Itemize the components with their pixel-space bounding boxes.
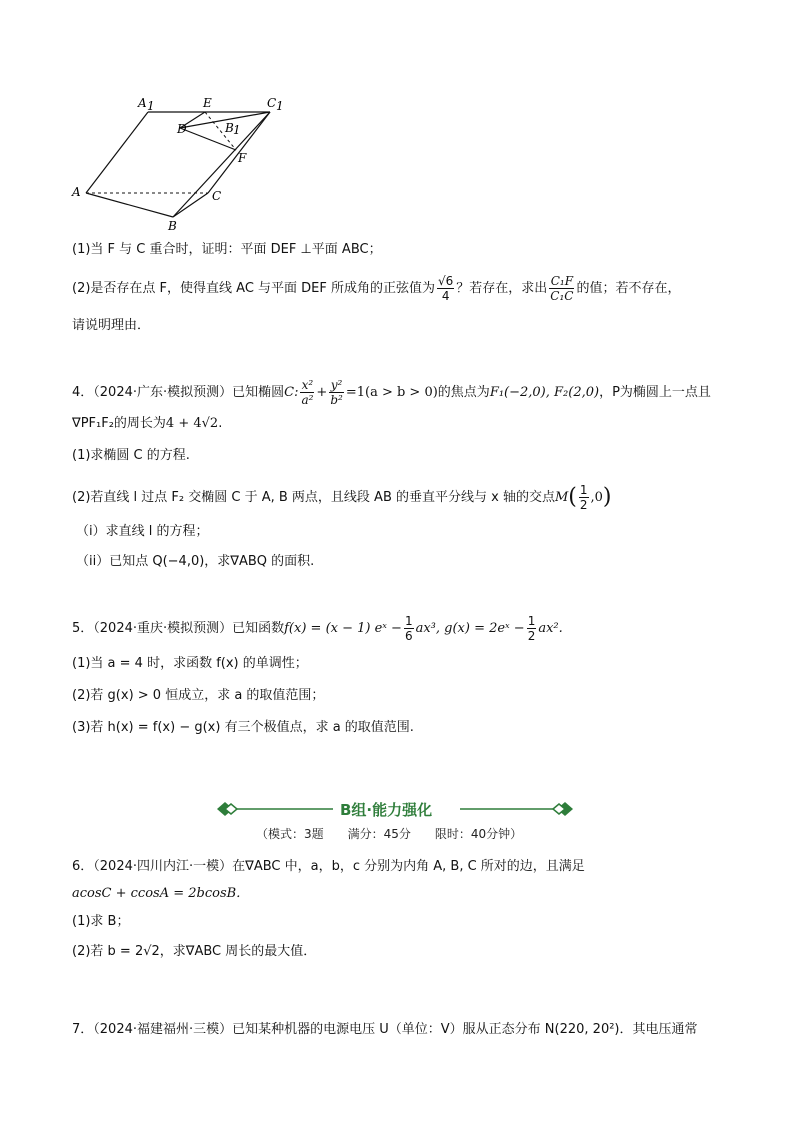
edge-a-b: [86, 193, 173, 217]
q4-part2: [72, 483, 612, 512]
q3-frac2-num: C₁F: [550, 274, 574, 288]
q5-head: [72, 614, 563, 643]
label-c: C: [267, 96, 277, 110]
label-c-base: C: [212, 189, 222, 203]
label-b1-sub: 1: [233, 123, 241, 137]
q4-frac-x-den: a²: [301, 393, 314, 407]
q4-line2-a: ∇PF₁F₂的周长为: [72, 416, 166, 431]
q4-paren-close: ): [602, 484, 612, 510]
q4-part1: (1)求椭圆 C 的方程.: [72, 448, 190, 463]
q4-foci-post: ，P为椭圆上一点且: [599, 385, 711, 400]
label-a: A: [138, 96, 147, 110]
label-f: F: [238, 151, 247, 165]
q5-part2: (2)若 g(x) > 0 恒成立，求 a 的取值范围；: [72, 688, 325, 703]
q3-frac-den: 4: [441, 289, 450, 303]
q3-part1: (1)当 F 与 C 重合时，证明：平面 DEF ⊥平面 ABC；: [72, 242, 382, 257]
q4-point-m-end: ,0: [590, 490, 603, 505]
q3-part2-text-c: 的值；若不存在，: [576, 281, 681, 296]
q5-frac-1-2: [527, 614, 537, 643]
q5-part3: (3)若 h(x) = f(x) − g(x) 有三个极值点，求 a 的取值范围.: [72, 720, 414, 735]
q7-head: 7．（2024·福建福州·三模）已知某种机器的电源电压 U（单位：V）服从正态分布 N(220, 20²)．其电压通常: [72, 1022, 698, 1037]
q3-frac-num: √6: [438, 274, 454, 288]
label-c-sub: 1: [276, 99, 284, 113]
q4-part2-text: (2)若直线 l 过点 F₂ 交椭圆 C 于 A, B 两点，且线段 AB 的垂直平分线与 x 轴的交点: [72, 490, 555, 505]
q6-head: 6．（2024·四川内江·一模）在∇ABC 中，a，b，c 分别为内角 A, B, C 所对的边，且满足: [72, 859, 585, 874]
q4-head-text: 4．（2024·广东·模拟预测）已知椭圆: [72, 385, 285, 400]
q4-frac-half: [579, 483, 589, 512]
q5-frac1-num: 1: [404, 614, 413, 628]
q3-part2: [72, 274, 681, 303]
section-title: B组·能力强化: [340, 801, 433, 819]
q4-frac-y-num: y²: [330, 378, 343, 392]
label-e: E: [203, 96, 212, 110]
q6-part2: (2)若 b = 2√2，求∇ABC 周长的最大值．: [72, 944, 317, 959]
q3-part2-cont: 请说明理由．: [72, 318, 151, 333]
q3-frac2-den: C₁C: [550, 289, 574, 303]
q6-equation: acosC + ccosA = 2bcosB．: [72, 886, 250, 901]
q4-frac-x: [300, 378, 314, 407]
q4-plus: +: [316, 385, 328, 400]
q4-ell-eq: =1(a > b > 0): [345, 385, 438, 400]
label-d: D: [177, 122, 187, 136]
q5-g-expr: ax³, g(x) = 2eˣ −: [415, 621, 525, 636]
geometry-diagram: [60, 90, 300, 235]
section-meta: （模式：3题 满分：45分 限时：40分钟）: [256, 827, 523, 841]
q4-sub-ii: （ii）已知点 Q(−4,0)，求∇ABQ 的面积.: [76, 554, 315, 569]
label-b1: B: [225, 121, 234, 135]
q4-foci-pre: 的焦点为: [437, 385, 490, 400]
q4-line2-end: .: [218, 416, 223, 431]
q5-part1: (1)当 a = 4 时，求函数 f(x) 的单调性；: [72, 656, 308, 671]
q5-head-text: 5．（2024·重庆·模拟预测）已知函数: [72, 621, 285, 636]
q5-frac2-den: 2: [527, 629, 536, 643]
q4-head: [72, 378, 711, 407]
label-b-base: B: [168, 219, 177, 233]
q4-perimeter: 4 + 4√2: [165, 416, 219, 431]
q4-sub-i: （i）求直线 l 的方程；: [76, 524, 209, 539]
q4-frac-y: [329, 378, 344, 407]
label-a-sub: 1: [147, 99, 155, 113]
q4-line2: [72, 414, 222, 434]
q4-point-m: M: [554, 490, 569, 505]
q3-part2-text-b: ？若存在，求出: [456, 281, 548, 296]
q4-foci: F₁(−2,0), F₂(2,0): [489, 385, 600, 400]
edge-b-c: [173, 193, 208, 217]
q5-f-expr: f(x) = (x − 1) eˣ −: [284, 621, 402, 636]
q3-part2-text-a: (2)是否存在点 F，使得直线 AC 与平面 DEF 所成角的正弦值为: [72, 281, 435, 296]
q5-frac2-num: 1: [527, 614, 536, 628]
q3-frac-sqrt6-4: [437, 274, 454, 303]
q5-frac-1-6: [404, 614, 414, 643]
q4-frac-x-num: x²: [301, 378, 314, 392]
edge-a1-a: [86, 112, 148, 193]
q4-paren-open: (: [568, 484, 577, 510]
q4-frac-half-den: 2: [579, 498, 588, 512]
edge-c1-b: [173, 112, 270, 217]
label-a-base: A: [72, 185, 81, 199]
q3-frac-ratio: [549, 274, 574, 303]
q5-frac1-den: 6: [404, 629, 413, 643]
q4-frac-half-num: 1: [579, 483, 588, 497]
q4-ellipse-c: C:: [284, 385, 299, 400]
q6-part1: (1)求 B；: [72, 914, 130, 929]
q4-frac-y-den: b²: [330, 393, 343, 407]
q5-g-end: ax².: [538, 621, 563, 636]
